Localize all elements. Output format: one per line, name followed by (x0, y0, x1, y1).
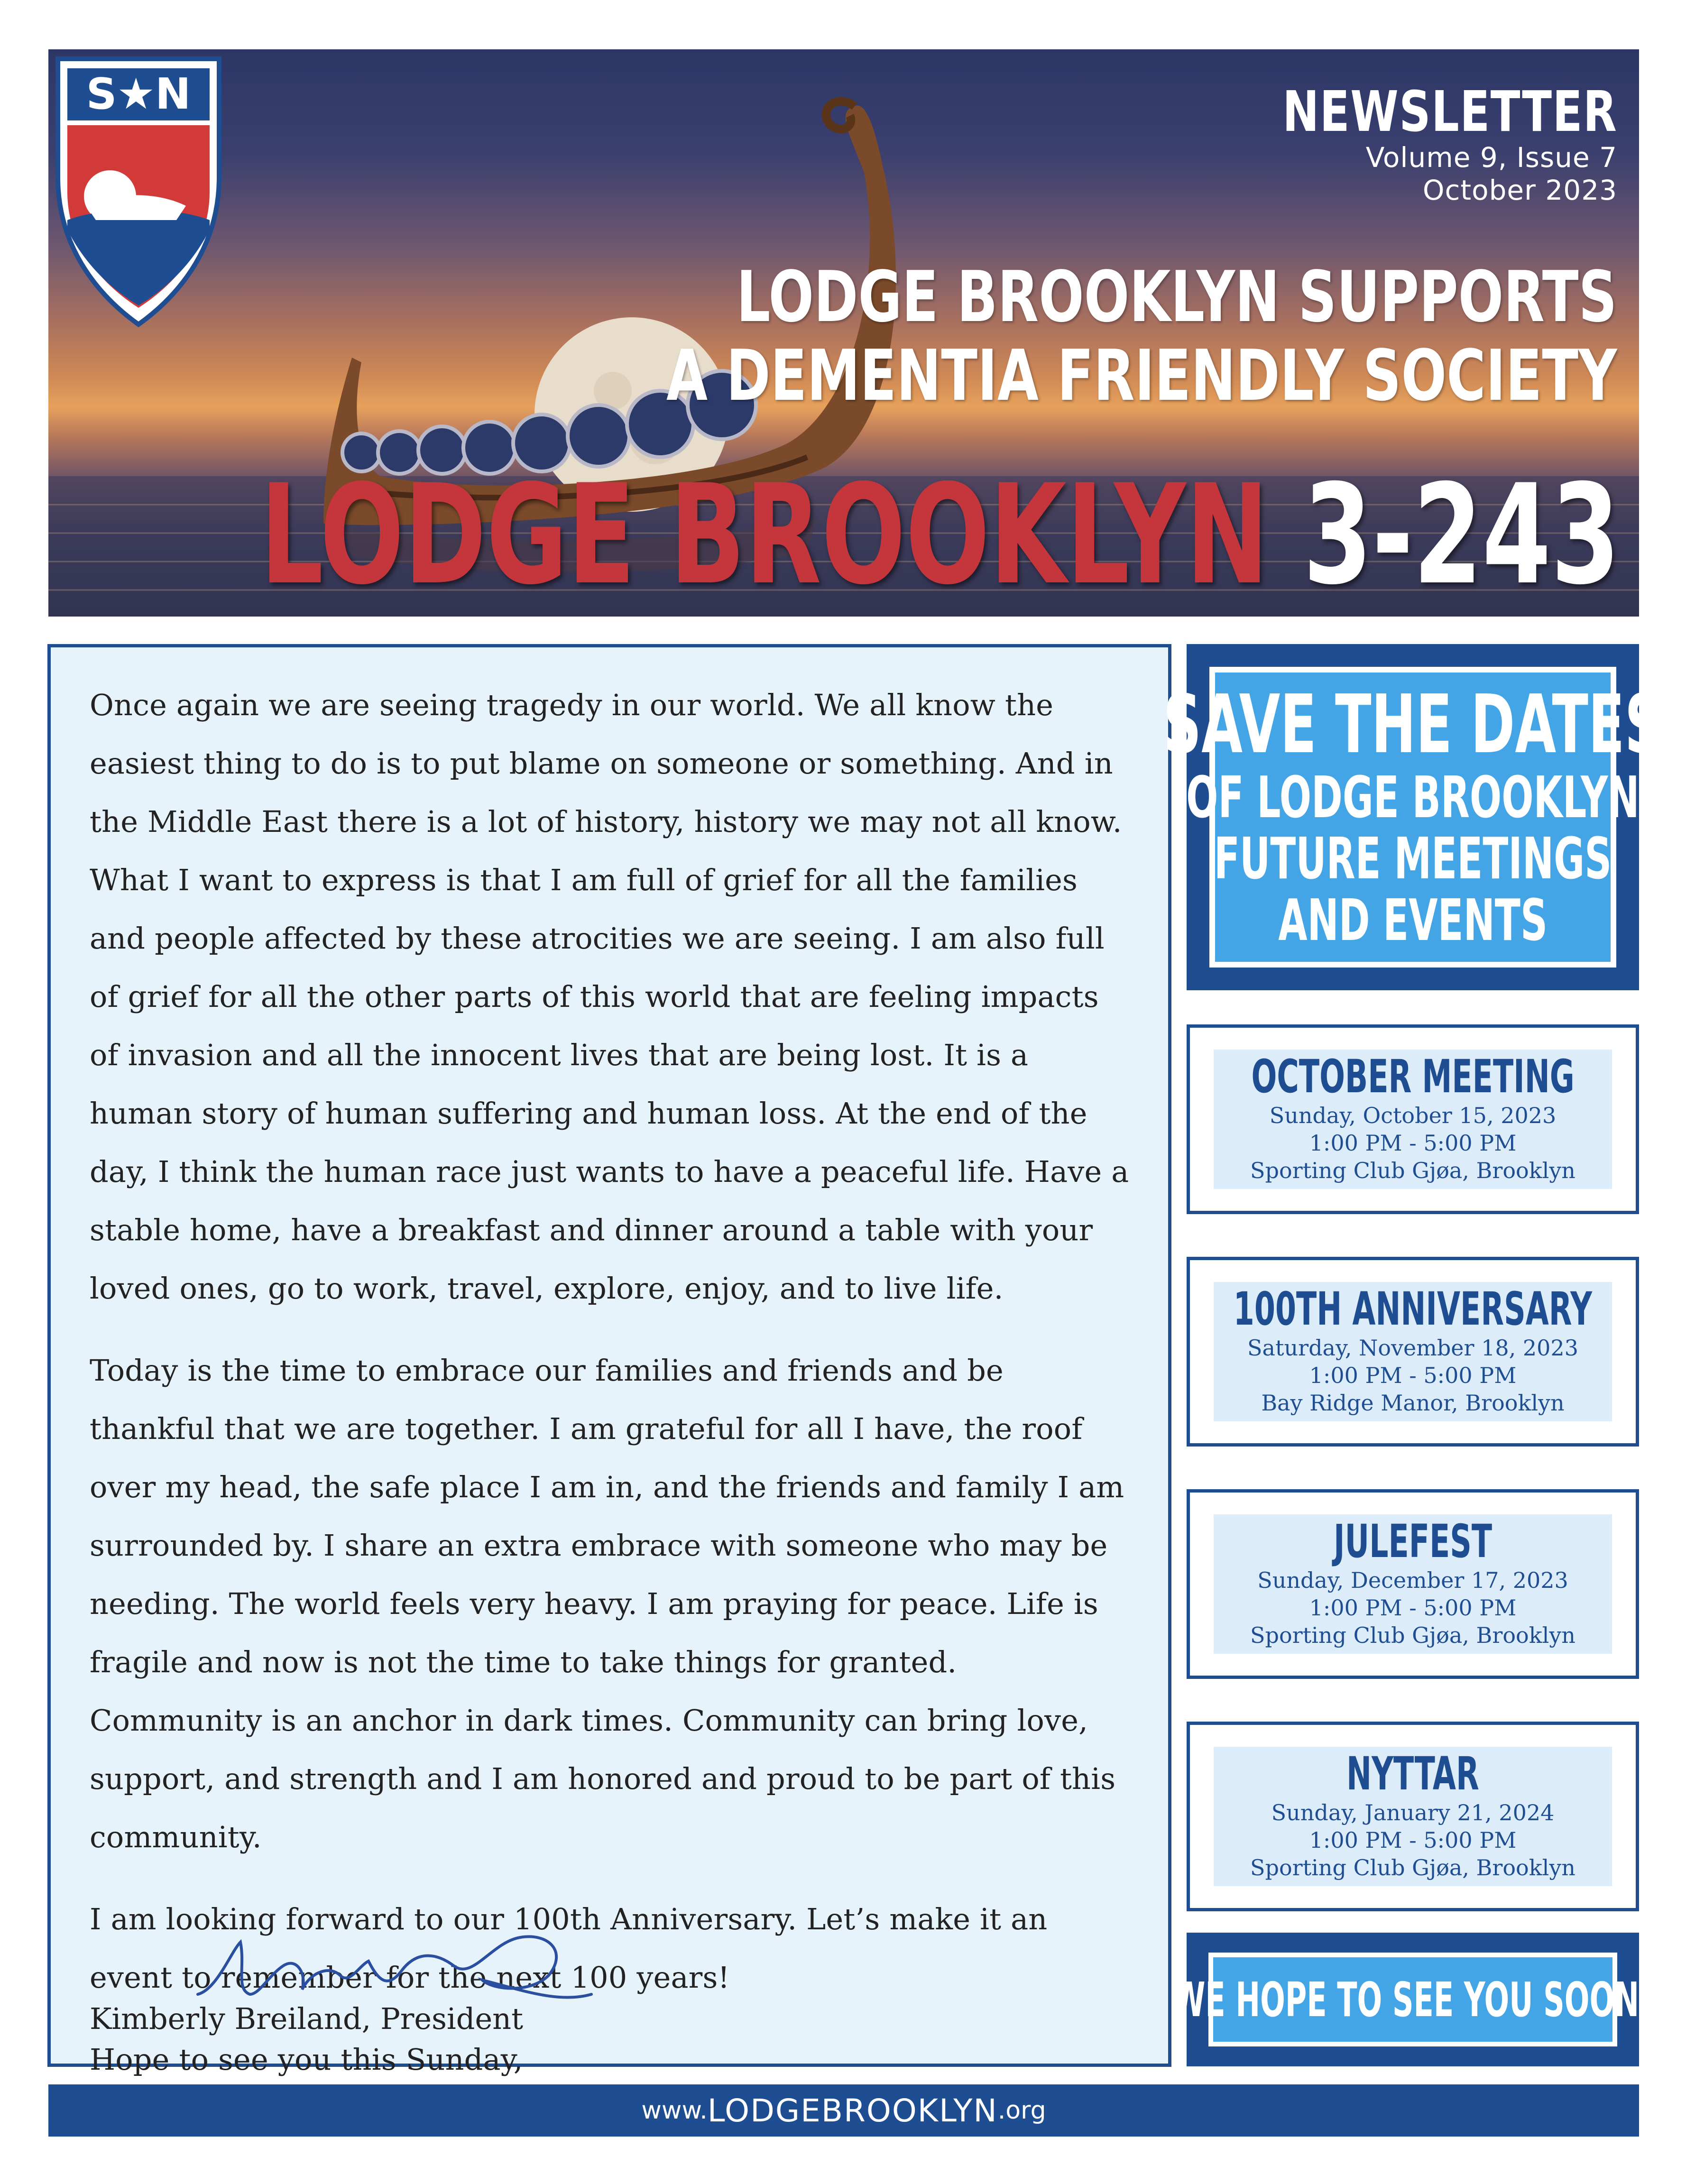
event-title: OCTOBER MEETING (1251, 1050, 1575, 1104)
event-time: 1:00 PM - 5:00 PM (1309, 1363, 1517, 1389)
footer-url-domain: LODGEBROOKLYN (707, 2092, 998, 2129)
event-location: Sporting Club Gjøa, Brooklyn (1250, 1622, 1575, 1648)
event-title: JULEFEST (1333, 1515, 1493, 1568)
headline-line-2: A DEMENTIA FRIENDLY SOCIETY (666, 334, 1617, 416)
save-the-dates-box (1163, 644, 1663, 990)
event-location: Sporting Club Gjøa, Brooklyn (1250, 1157, 1575, 1183)
event-time: 1:00 PM - 5:00 PM (1309, 1827, 1517, 1853)
event-location: Bay Ridge Manor, Brooklyn (1261, 1390, 1565, 1416)
lodge-name: LODGE BROOKLYN (260, 455, 1269, 615)
lodge-title (260, 455, 1620, 615)
signature-name: Kimberly Breiland, President (90, 2001, 523, 2036)
issue-date: October 2023 (1422, 174, 1617, 207)
event-location: Sporting Club Gjøa, Brooklyn (1250, 1854, 1575, 1880)
closing-banner (1173, 1933, 1653, 2066)
event-date: Sunday, October 15, 2023 (1269, 1103, 1557, 1129)
save-dates-line-4: AND EVENTS (1278, 888, 1548, 954)
event-card-october-meeting (1187, 1024, 1639, 1214)
footer-url-prefix: www. (641, 2096, 708, 2125)
lodge-number: 3-243 (1303, 455, 1620, 615)
newsletter-info (1188, 79, 1617, 207)
letter-paragraph-3: I am looking forward to our 100th Anniversary. Let’s make it an event to remember for the next 100 years! (90, 1902, 1048, 1995)
letter-paragraph-1: Once again we are seeing tragedy in our world. We all know the easiest thing to do is to put blame on someone or something. And in the Middle East there is a lot of history, history we may not all know. What I want to express is that I am full of grief for all the families and people affected by these atrocities we are seeing. I am also full of grief for all the other parts of this world that are feeling impacts of invasion and all the innocent lives that are being lost. It is a human story of human suffering and human loss. At the end of the day, I think the human race just wants to have a peaceful life. Have a stable home, have a breakfast and dinner around a table with your loved ones, go to work, travel, explore, enjoy, and to live life. (90, 688, 1129, 1306)
event-time: 1:00 PM - 5:00 PM (1309, 1130, 1517, 1156)
event-date: Sunday, January 21, 2024 (1271, 1800, 1555, 1826)
footer-url-suffix: .org (997, 2096, 1046, 2125)
logo-text: S★N (86, 69, 191, 119)
headline (666, 258, 1617, 415)
letter-paragraph-2: Today is the time to embrace our families and friends and be thankful that we are together. I am grateful for all I have, the roof over my head, the safe place I am in, and the friends and family I am surrounded by. I share an extra embrace with someone who may be needing. The world feels very heavy. I am praying for peace. Life is fragile and now is not the time to take things for granted. Community is an anchor in dark times. Community can bring love, support, and strength and I am honored and proud to be part of this community. (90, 1353, 1124, 1854)
header-banner (48, 49, 1639, 617)
closing-text: WE HOPE TO SEE YOU SOON! (1173, 1972, 1653, 2027)
save-dates-line-3: FUTURE MEETINGS (1214, 826, 1612, 893)
sons-of-norway-logo (48, 49, 229, 334)
headline-line-1: LODGE BROOKLYN SUPPORTS (737, 256, 1617, 338)
event-card-100th-anniversary (1187, 1257, 1639, 1447)
newsletter-label: NEWSLETTER (1282, 79, 1617, 144)
event-card-nyttar (1187, 1722, 1639, 1911)
event-card-julefest (1187, 1489, 1639, 1679)
save-dates-line-2: OF LODGE BROOKLYN (1186, 765, 1640, 831)
volume-issue: Volume 9, Issue 7 (1365, 141, 1617, 174)
event-title: NYTTAR (1346, 1747, 1479, 1801)
save-dates-title: SAVE THE DATES (1163, 678, 1663, 772)
president-letter (47, 644, 1171, 2077)
footer-website[interactable] (48, 2084, 1639, 2137)
event-time: 1:00 PM - 5:00 PM (1309, 1595, 1517, 1621)
letter-closing: Hope to see you this Sunday, (90, 2042, 523, 2077)
event-date: Saturday, November 18, 2023 (1247, 1335, 1578, 1361)
event-date: Sunday, December 17, 2023 (1257, 1567, 1568, 1594)
event-title: 100TH ANNIVERSARY (1233, 1282, 1593, 1336)
